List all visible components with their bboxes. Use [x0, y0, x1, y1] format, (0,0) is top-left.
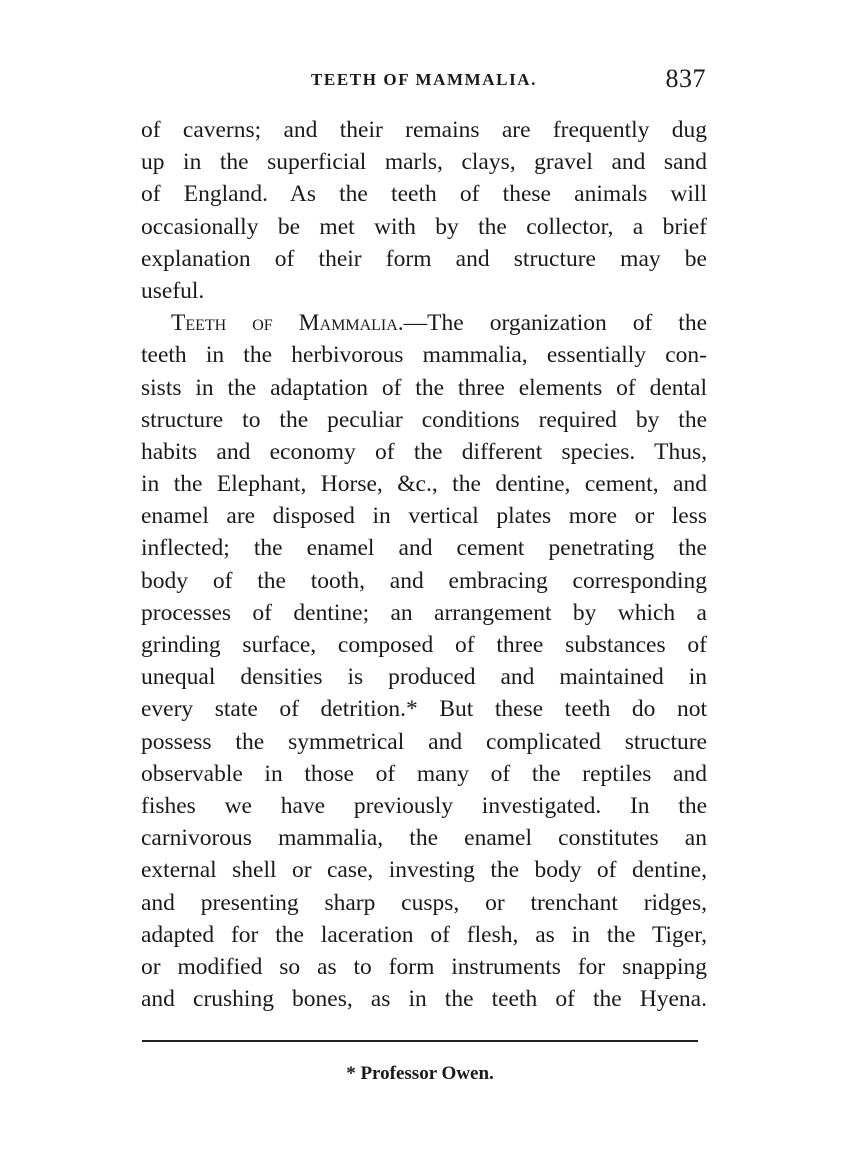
text-line: grinding surface, composed of three substances of: [141, 632, 707, 658]
section-heading: Teeth of Mammalia.: [171, 310, 404, 337]
text-line: possess the symmetrical and complicated structure: [141, 728, 707, 755]
text-line: enamel are disposed in vertical plates more or less: [141, 503, 707, 530]
text-line: useful.: [141, 277, 205, 304]
text-line: unequal densities is produced and maintained in: [141, 664, 707, 691]
running-title: TEETH OF MAMMALIA.: [310, 70, 538, 89]
text-line: every state of detrition.* But these teeth do not: [141, 696, 707, 723]
text-line: of England. As the teeth of these animals will: [141, 181, 707, 208]
text-line: and presenting sharp cusps, or trenchant ridges,: [141, 889, 707, 916]
text-line: in the Elephant, Horse, &c., the dentine, cement, and: [141, 471, 707, 498]
text-line: explanation of their form and structure may be: [141, 245, 707, 272]
text-fragment: —The organization of the: [403, 310, 708, 337]
text-line: teeth in the herbivorous mammalia, essentially con-: [141, 342, 707, 369]
text-line: and crushing bones, as in the teeth of the Hyena.: [141, 986, 707, 1013]
body-text: [141, 114, 707, 1015]
text-line: inflected; the enamel and cement penetrating the: [141, 535, 707, 562]
text-line: fishes we have previously investigated. In the: [141, 792, 707, 819]
page-number: 837: [665, 64, 706, 93]
text-line: carnivorous mammalia, the enamel constitutes an: [141, 825, 707, 852]
text-line: processes of dentine; an arrangement by which a: [141, 599, 707, 626]
paragraph-first-line: [141, 307, 707, 339]
text-line: structure to the peculiar conditions required by the: [141, 406, 707, 433]
footnote: * Professor Owen.: [346, 1063, 494, 1084]
text-line: up in the superficial marls, clays, gravel and sand: [141, 149, 707, 176]
text-line: adapted for the laceration of flesh, as in the Tiger,: [141, 921, 707, 948]
text-line: or modified so as to form instruments for snapping: [141, 953, 707, 980]
running-head: [142, 66, 706, 96]
text-line: sists in the adaptation of the three elements of dental: [141, 374, 707, 401]
footnote-divider: [142, 1040, 698, 1042]
text-line: body of the tooth, and embracing corresponding: [141, 567, 707, 594]
text-line: external shell or case, investing the body of dentine,: [141, 857, 707, 884]
text-line: of caverns; and their remains are frequently dug: [141, 117, 707, 143]
text-line: habits and economy of the different species. Thus,: [141, 438, 707, 465]
text-line: observable in those of many of the reptiles and: [141, 760, 707, 787]
text-line: occasionally be met with by the collector, a brief: [141, 213, 707, 240]
